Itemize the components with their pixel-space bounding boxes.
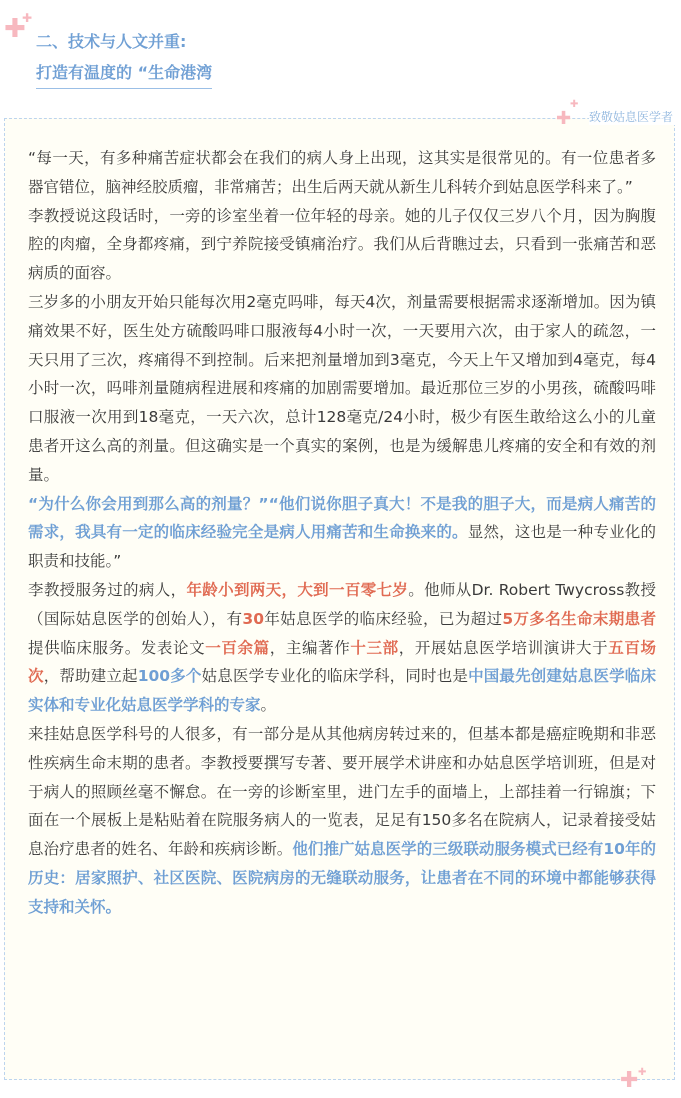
quote-highlight: “为什么你会用到那么高的剂量？”“他们说你胆子真大！不是我的胆子大，而是病人痛苦的需求，我具有一定的临床经验完全是病人用痛苦和生命换来的。 xyxy=(28,494,656,542)
section-heading xyxy=(36,30,212,89)
highlight-red: 一百余篇 xyxy=(205,638,270,657)
plus-sparkle-icon: ✚ xyxy=(4,14,26,44)
plus-sparkle-icon: ✚ xyxy=(570,99,579,110)
paragraph xyxy=(28,720,656,922)
text-run: 姑息医学专业化的临床学科，同时也是 xyxy=(201,667,469,686)
highlight-red: 30 xyxy=(242,609,264,628)
text-run: 来挂姑息医学科号的人很多，有一部分是从其他病房转过来的，但基本都是癌症晚期和非恶性疾病生命末期的患者。李教授要撰写专著、要开展学术讲座和办姑息医学培训班，但是对于病人的照顾丝毫不懈怠。在一旁的诊断室里，进门左手的面墙上，上部挂着一行锦旗；下面在一个展板上是粘贴着在院服务病人的一览表，足足有150多名在院病人，记录着接受姑息治疗患者的姓名、年龄和疾病诊断。 xyxy=(28,724,656,859)
plus-sparkle-icon: ✚ xyxy=(638,1067,647,1078)
plus-sparkle-icon: ✚ xyxy=(556,108,572,129)
highlight-red: 五百场次 xyxy=(28,638,656,686)
highlight-red: 5万多名生命末期患者 xyxy=(502,609,656,628)
text-run: 。他师从Dr. Robert Twycross教授（国际姑息医学的创始人），有 xyxy=(28,580,656,628)
article-body xyxy=(28,144,656,922)
highlight-red: 年龄小到两天，大到一百零七岁 xyxy=(186,580,409,599)
tagline: 致敬姑息医学者 xyxy=(589,108,677,125)
paragraph: 李教授说这段话时，一旁的诊室坐着一位年轻的母亲。她的儿子仅仅三岁八个月，因为胸腹腔的肉瘤，全身都疼痛，到宁养院接受镇痛治疗。我们从后背瞧过去，只看到一张痛苦和恶病质的面容。 xyxy=(28,206,656,283)
section-title: 二、技术与人文并重: xyxy=(36,32,187,51)
text-run: 李教授服务过的病人， xyxy=(28,580,187,599)
text-run: 显然，这也是一种专业化的职责和技能。” xyxy=(28,523,656,571)
text-run: 年姑息医学的临床经验，已为超过 xyxy=(263,609,503,628)
paragraph xyxy=(28,490,656,576)
text-run: ，开展姑息医学培训演讲大于 xyxy=(398,638,609,657)
text-run: ，帮助建立起 xyxy=(43,667,138,686)
plus-sparkle-icon: ✚ xyxy=(620,1068,639,1093)
paragraph: “每一天，有多种痛苦症状都会在我们的病人身上出现，这其实是很常见的。有一位患者多器官错位，脑神经胶质瘤，非常痛苦；出生后两天就从新生儿科转介到姑息医学科来了。” xyxy=(28,149,656,196)
highlight-red: 十三部 xyxy=(350,638,399,657)
plus-sparkle-icon: ✚ xyxy=(22,11,33,25)
text-run: ，主编著作 xyxy=(269,638,351,657)
paragraph xyxy=(28,576,656,720)
text-run: 提供临床服务。发表论文 xyxy=(28,638,206,657)
section-subtitle: 打造有温度的 “生命港湾 xyxy=(36,58,212,89)
highlight-blue: 中国最先创建姑息医学临床实体和专业化姑息医学学科的专家 xyxy=(28,667,656,715)
paragraph: 三岁多的小朋友开始只能每次用2毫克吗啡，每天4次，剂量需要根据需求逐渐增加。因为镇痛效果不好，医生处方硫酸吗啡口服液每4小时一次，一天要用六次，由于家人的疏忽，一天只用了三次，疼痛得不到控制。后来把剂量增加到3毫克，今天上午又增加到4毫克，每4小时一次，吗啡剂量随病程进展和疼痛的加剧需要增加。最近那位三岁的小男孩，硫酸吗啡口服液一次用到18毫克，一天六次，总计128毫克/24小时，极少有医生敢给这么小的儿童患者开这么高的剂量。但这确实是一个真实的案例，也是为缓解患儿疼痛的安全和有效的剂量。 xyxy=(28,292,656,484)
highlight-blue: 100多个 xyxy=(137,667,202,686)
text-run: 。 xyxy=(260,696,277,715)
highlight-blue: 他们推广姑息医学的三级联动服务模式已经有10年的历史：居家照护、社区医院、医院病房的无缝联动服务，让患者在不同的环境中都能够获得支持和关怀。 xyxy=(28,840,656,916)
